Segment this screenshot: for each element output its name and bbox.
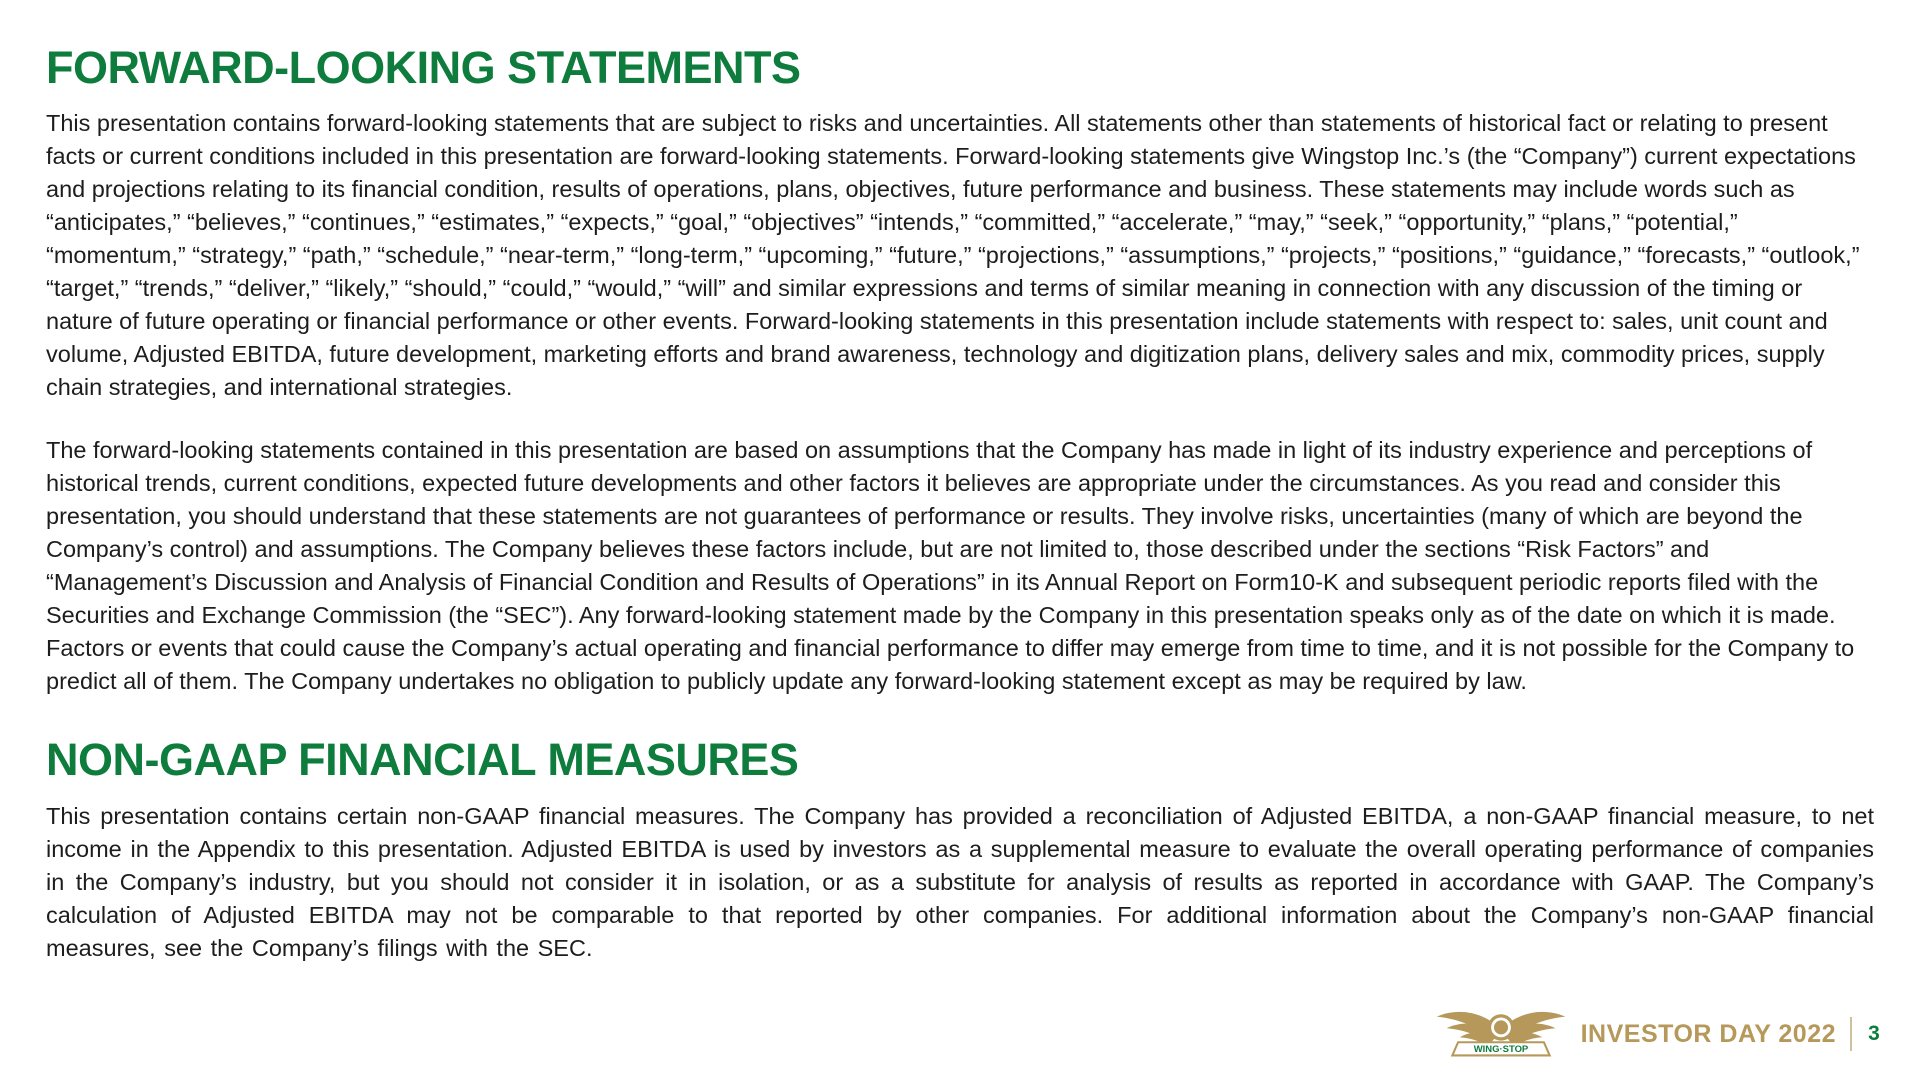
- forward-looking-statements-title: FORWARD-LOOKING STATEMENTS: [46, 42, 801, 93]
- forward-looking-paragraph-1: This presentation contains forward-looking statements that are subject to risks and uncertainties. All statements other than statements of historical fact or relating to present facts or current conditions included in this presentation are forward-looking statements. Forward-looking statements give Wingstop Inc.’s (the “Company”) current expectations and projections relating to its financial condition, results of operations, plans, objectives, future performance and business. These statements may include words such as “anticipates,” “believes,” “continues,” “estimates,” “expects,” “goal,” “objectives” “intends,” “committed,” “accelerate,” “may,” “seek,” “opportunity,” “plans,” “potential,” “momentum,” “strategy,” “path,” “schedule,” “near-term,” “long-term,” “upcoming,” “future,” “projections,” “assumptions,” “projects,” “positions,” “guidance,” “forecasts,” “outlook,” “target,” “trends,” “deliver,” “likely,” “should,” “could,” “would,” “will” and similar expressions and terms of similar meaning in connection with any discussion of the timing or nature of future operating or financial performance or other events. Forward-looking statements in this presentation include statements with respect to: sales, unit count and volume, Adjusted EBITDA, future development, marketing efforts and brand awareness, technology and digitization plans, delivery sales and mix, commodity prices, supply chain strategies, and international strategies.: [46, 110, 1860, 401]
- slide-footer: [1435, 1004, 1882, 1064]
- page-number: 3: [1868, 1022, 1880, 1045]
- section-non-gaap-measures: [46, 736, 1874, 964]
- non-gaap-measures-title: NON-GAAP FINANCIAL MEASURES: [46, 734, 799, 786]
- event-label: INVESTOR DAY 2022: [1580, 1019, 1836, 1048]
- non-gaap-paragraph: This presentation contains certain non-GAAP financial measures. The Company has provided a reconciliation of Adjusted EBITDA, a non-GAAP financial measure, to net income in the Appendix to this presentation. Adjusted EBITDA is used by investors as a supplemental measure to evaluate the overall operating performance of companies in the Company’s industry, but you should not consider it in isolation, or as a substitute for analysis of results as reported in accordance with GAAP. The Company’s calculation of Adjusted EBITDA may not be comparable to that reported by other companies. For additional information about the Company’s non-GAAP financial measures, see the Company’s filings with the SEC.: [46, 802, 1874, 961]
- wingstop-logo-label: WING·STOP: [1473, 1044, 1528, 1056]
- section-forward-looking-statements: [46, 44, 1874, 698]
- forward-looking-paragraph-2: The forward-looking statements contained in this presentation are based on assumptions that the Company has made in light of its industry experience and perceptions of historical trends, current conditions, expected future developments and other factors it believes are appropriate under the circumstances. As you read and consider this presentation, you should understand that these statements are not guarantees of performance or results. They involve risks, uncertainties (many of which are beyond the Company’s control) and assumptions. The Company believes these factors include, but are not limited to, those described under the sections “Risk Factors” and “Management’s Discussion and Analysis of Financial Condition and Results of Operations” in its Annual Report on Form10-K and subsequent periodic reports filed with the Securities and Exchange Commission (the “SEC”). Any forward-looking statement made by the Company in this presentation speaks only as of the date on which it is made. Factors or events that could cause the Company’s actual operating and financial performance to differ may emerge from time to time, and it is not possible for the Company to predict all of them. The Company undertakes no obligation to publicly update any forward-looking statement except as may be required by law.: [46, 437, 1855, 695]
- footer-divider: [1850, 1017, 1852, 1051]
- wingstop-wings-icon: [1435, 1004, 1567, 1064]
- wingstop-logo: [1435, 1004, 1567, 1064]
